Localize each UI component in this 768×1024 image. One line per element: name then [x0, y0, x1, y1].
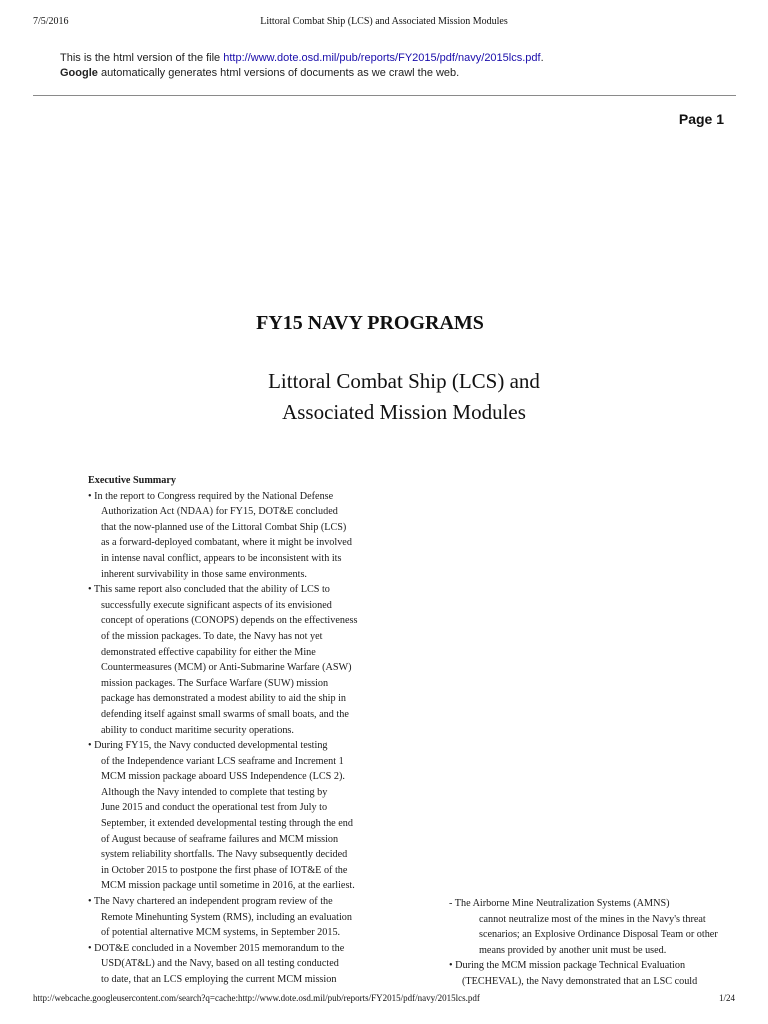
text-line: of the mission packages. To date, the Navy has not yet	[101, 630, 323, 642]
text-line: that the now-planned use of the Littoral Combat Ship (LCS)	[101, 521, 347, 533]
text-line: demonstrated effective capability for either the Mine	[101, 646, 316, 658]
text-line: scenarios; an Explosive Ordinance Disposal Team or other	[479, 929, 718, 941]
text-line: • The Navy chartered an independent program review of the	[88, 896, 333, 908]
text-line: Authorization Act (NDAA) for FY15, DOT&E concluded	[101, 506, 338, 518]
text-line: • During the MCM mission package Technical Evaluation	[449, 960, 686, 972]
divider	[33, 95, 736, 96]
print-footer	[0, 993, 768, 1007]
notice-prefix: This is the html version of the file	[60, 52, 224, 64]
print-title: Littoral Combat Ship (LCS) and Associated Mission Modules	[260, 16, 508, 27]
text-line: June 2015 and conduct the operational test from July to	[101, 802, 328, 814]
print-header	[0, 16, 768, 30]
text-line: MCM mission package until sometime in 2016, at the earliest.	[101, 880, 355, 892]
text-line: in October 2015 to postpone the first phase of IOT&E of the	[101, 864, 348, 876]
text-line: mission packages. The Surface Warfare (SUW) mission	[101, 677, 329, 689]
text-line: cannot neutralize most of the mines in the Navy's threat	[479, 913, 706, 925]
left-column	[88, 473, 357, 988]
text-line: inherent survivability in those same environments.	[101, 568, 307, 580]
text-line: of potential alternative MCM systems, in September 2015.	[101, 927, 341, 939]
text-line: • DOT&E concluded in a November 2015 memorandum to the	[88, 942, 345, 954]
program-heading: FY15 NAVY PROGRAMS	[256, 312, 484, 334]
print-date: 7/5/2016	[33, 16, 69, 27]
text-line: Although the Navy intended to complete that testing by	[101, 786, 328, 798]
text-line: system reliability shortfalls. The Navy subsequently decided	[101, 849, 348, 861]
left-column-lines	[88, 489, 357, 988]
cache-notice	[60, 51, 544, 81]
text-line: ability to conduct maritime security operations.	[101, 724, 294, 736]
text-line: September, it extended developmental testing through the end	[101, 818, 353, 830]
source-file-link[interactable]: http://www.dote.osd.mil/pub/reports/FY2015/pdf/navy/2015lcs.pdf	[223, 52, 541, 64]
text-line: concept of operations (CONOPS) depends on the effectiveness	[101, 615, 358, 627]
text-line: • This same report also concluded that the ability of LCS to	[88, 584, 330, 596]
google-brand: Google	[60, 67, 98, 79]
text-line: successfully execute significant aspects of its envisioned	[101, 599, 332, 611]
report-title	[0, 366, 768, 428]
text-line: (TECHEVAL), the Navy demonstrated that an LSC could	[462, 975, 698, 987]
text-line: of August because of seaframe failures and MCM mission	[101, 833, 339, 845]
report-title-line2: Associated Mission Modules	[282, 400, 526, 424]
text-line: • In the report to Congress required by the National Defense	[88, 490, 334, 502]
text-line: to date, that an LCS employing the current MCM mission	[101, 974, 337, 985]
text-line: Remote Minehunting System (RMS), including an evaluation	[101, 911, 352, 923]
cache-notice-line1	[60, 51, 544, 66]
notice-line2-text: automatically generates html versions of documents as we crawl the web.	[97, 67, 460, 79]
right-column	[449, 896, 718, 990]
text-line: defending itself against small swarms of small boats, and the	[101, 708, 349, 720]
text-line: package has demonstrated a modest ability to aid the ship in	[101, 693, 347, 705]
text-line: in intense naval conflict, appears to be inconsistent with its	[101, 552, 342, 564]
text-line: means provided by another unit must be used.	[479, 944, 667, 956]
text-line: of the Independence variant LCS seaframe and Increment 1	[101, 755, 344, 767]
footer-url: http://webcache.googleusercontent.com/search?q=cache:http://www.dote.osd.mil/pub/reports/FY2015/pdf/navy/2015lcs.pdf	[33, 993, 480, 1003]
text-line: MCM mission package aboard USS Independence (LCS 2).	[101, 771, 345, 783]
footer-page-count: 1/24	[718, 993, 735, 1003]
text-line: • During FY15, the Navy conducted developmental testing	[88, 740, 328, 752]
section-title: Executive Summary	[88, 475, 176, 486]
report-title-line1: Littoral Combat Ship (LCS) and	[268, 369, 540, 393]
page-label: Page 1	[678, 111, 724, 127]
text-line: - The Airborne Mine Neutralization Systems (AMNS)	[449, 898, 670, 909]
text-line: Countermeasures (MCM) or Anti-Submarine Warfare (ASW)	[101, 662, 352, 674]
text-line: USD(AT&L) and the Navy, based on all testing conducted	[101, 958, 339, 970]
notice-suffix: .	[540, 52, 544, 64]
cache-notice-line2	[60, 66, 544, 81]
text-line: as a forward-deployed combatant, where it might be involved	[101, 537, 352, 549]
right-column-lines	[449, 896, 718, 990]
